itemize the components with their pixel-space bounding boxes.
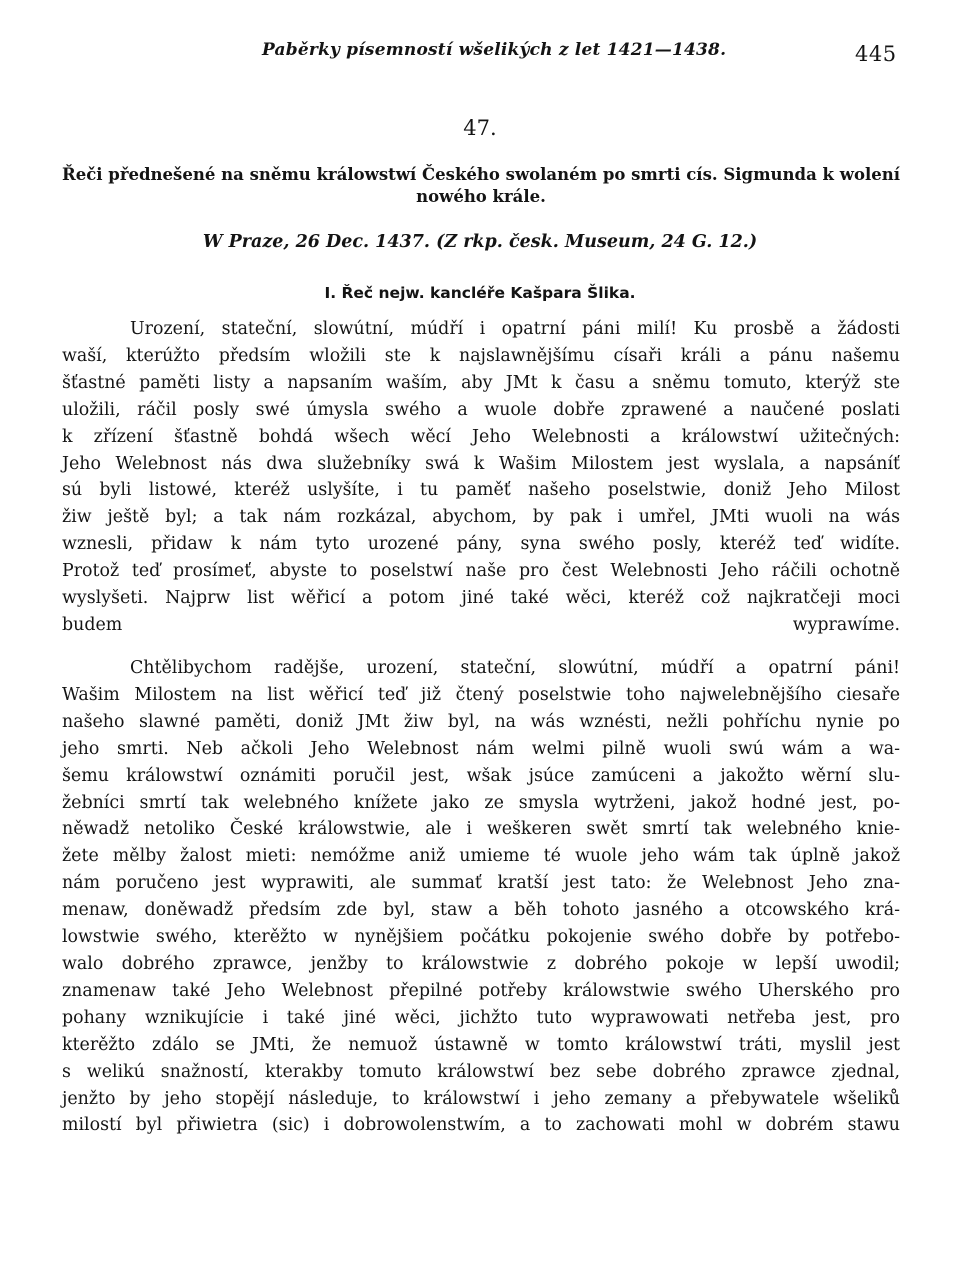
text-line: jeho smrti. Neb ačkoli Jeho Welebnost nám welmi pilně wuoli swú wám a wa- bbox=[62, 738, 900, 759]
text-line: k zřízení šťastně bohdá wšech wěcí Jeho Welebnosti a králowstwí užitečných: bbox=[62, 426, 900, 447]
text-line: znamenaw také Jeho Welebnost přepilné potřeby králowstwie swého Uherského pro bbox=[62, 980, 900, 1001]
section-title: I. Řeč nejw. kancléře Kašpara Šlika. bbox=[324, 284, 636, 302]
text-line: walo dobrého zprawce, jenžby to králowstwie z dobrého pokoje w lepší uwodil; bbox=[62, 953, 900, 974]
text-line: šemu králowstwí oznámiti poručil jest, wšak jsúce zamúceni a jakožto wěrní slu- bbox=[62, 765, 900, 786]
text-line: nám poručeno jest wyprawiti, ale summať kratší jest tato: že Welebnost Jeho zna- bbox=[62, 873, 900, 894]
text-line: našeho slawné paměti, doniž JMt žiw byl, na wás wznésti, nežli pohříchu nynie po bbox=[62, 711, 900, 732]
document-number: 47. bbox=[463, 116, 497, 140]
text-line: Wašim Milostem na list wěřicí teď již čtený poselstwie toho najwelebnějšího ciesaře bbox=[62, 684, 900, 705]
text-line: jenžto by jeho stopějí následuje, to králowstwí i jeho zemany a přebywatele wšeliků bbox=[62, 1088, 900, 1109]
text-line: šťastné paměti listy a napsaním waším, aby JMt k času a sněmu tomuto, kterýž ste bbox=[62, 372, 900, 393]
running-title: Paběrky písemností wšelikých z let 1421—1438. bbox=[262, 40, 727, 60]
text-line: uložili, ráčil posly swé úmysla swého a wuole dobře zprawené a naučené poslati bbox=[62, 399, 900, 420]
text-line: Urození, stateční, slowútní, múdří i opatrní páni milí! Ku prosbě a žádosti bbox=[130, 319, 900, 339]
text-line: s welikú snažností, kterakby tomuto králowstwí bez sebe dobrého zprawce zjednal, bbox=[62, 1061, 900, 1082]
paragraph-1 bbox=[62, 316, 900, 639]
text-line: menaw, doněwadž předsím zde byl, staw a běh tohoto jasného a otcowského krá- bbox=[62, 900, 900, 921]
page-number: 445 bbox=[855, 42, 897, 66]
text-line: kterěžto zdálo se JMti, že nemuož ústawně w tomto králowstwí tráti, myslil jest bbox=[62, 1034, 900, 1055]
text-line: sú byli listowé, kteréž uslyšíte, i tu paměť našeho poselstwie, doniž Jeho Milost bbox=[62, 480, 900, 501]
place-date-line: W Praze, 26 Dec. 1437. (Z rkp. česk. Museum, 24 G. 12.) bbox=[202, 232, 758, 252]
text-line: něwadž netoliko České králowstwie, ale i weškeren swět smrtí tak welebného knie- bbox=[62, 819, 900, 840]
text-line: Protož teď prosímeť, abyste to poselstwí naše pro čest Welebnosti Jeho ráčili ochotně bbox=[62, 561, 900, 582]
text-line: wznesli, přidaw k nám tyto urozené pány, syna swého posly, kteréž teď widíte. bbox=[62, 534, 900, 555]
text-line: pohany wznikujície i také jiné wěci, jichžto tuto wyprawowati netřeba jest, pro bbox=[62, 1007, 900, 1028]
text-line: Jeho Welebnost nás dwa služebníky swá k Wašim Milostem jest wyslala, a napsáníť bbox=[62, 453, 900, 474]
paragraph-2 bbox=[62, 655, 900, 1139]
text-line: wyslyšeti. Najprw list wěřicí a potom jiné také wěci, kteréž což najkratčeji moci bbox=[62, 588, 900, 609]
text-line: Chtělibychom radějše, urození, stateční, slowútní, múdří a opatrní páni! bbox=[130, 658, 900, 678]
text-line: budem wyprawíme. bbox=[62, 614, 900, 635]
text-line: milostí byl přiwietra (sic) i dobrowolenstwím, a to zachowati mohl w dobrém stawu bbox=[62, 1115, 900, 1136]
text-line: žebníci smrtí tak welebného knížete jako ze smysla wytrženi, jakož hodné jest, po- bbox=[62, 792, 900, 813]
text-line: žete mělby žalost mieti: nemóžme aniž umieme té wuole jeho wám tak úplně jakož bbox=[62, 846, 900, 867]
text-line: lowstwie swého, kterěžto w nynějšiem počátku pokojenie swého dobře by potřebo- bbox=[62, 927, 900, 948]
text-line: žiw ještě byl; a tak nám rozkázal, abychom, by pak i umřel, JMti wuoli na wás bbox=[62, 507, 900, 528]
text-line: waší, kterúžto předsím wložili ste k najslawnějšímu císaři králi a pánu našemu bbox=[62, 345, 900, 366]
document-heading: Řeči přednešené na sněmu králowstwí Českého swolaném po smrti cís. Sigmunda k wolení nowého krále. bbox=[62, 165, 900, 206]
